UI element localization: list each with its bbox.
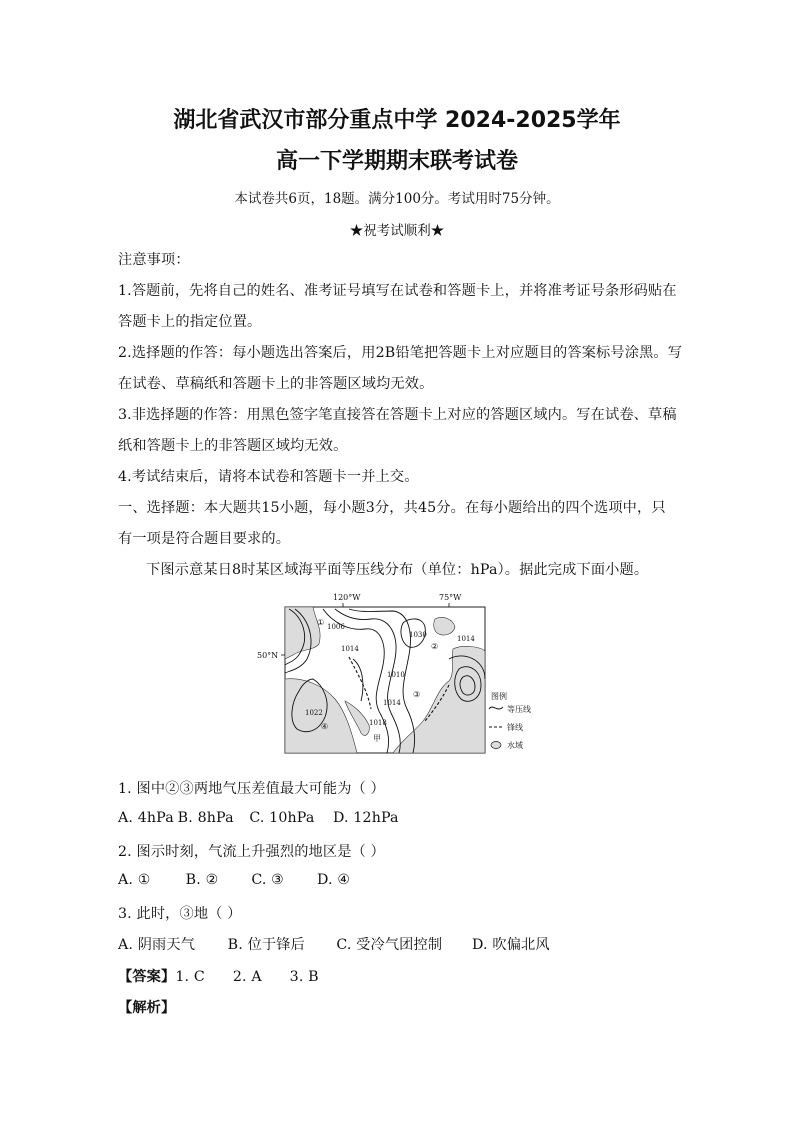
point-1: ① bbox=[317, 618, 325, 627]
note-2b: 在试卷、草稿纸和答题卡上的非答题区域均无效。 bbox=[118, 376, 434, 392]
q1-option-a[interactable]: A. 4hPa bbox=[118, 810, 174, 826]
q2-option-d[interactable]: D. ④ bbox=[317, 872, 351, 888]
q2-option-c[interactable]: C. ③ bbox=[251, 872, 285, 888]
note-3b: 纸和答题卡上的非答题区域均无效。 bbox=[118, 438, 348, 454]
isobar-label-2: 1014 bbox=[341, 645, 359, 653]
answer-line bbox=[118, 966, 319, 986]
exam-info: 本试卷共6页，18题。满分100分。考试用时75分钟。 bbox=[234, 191, 560, 207]
isobar-map bbox=[253, 589, 543, 755]
isobar-label-3: 1030 bbox=[409, 631, 427, 639]
q1-option-d[interactable]: D. 12hPa bbox=[333, 810, 399, 826]
isobar-label-4: 1014 bbox=[457, 635, 475, 643]
map-legend bbox=[489, 691, 531, 750]
question-2-stem: 2. 图示时刻，气流上升强烈的地区是（ ） bbox=[118, 844, 385, 860]
q2-option-a[interactable]: A. ① bbox=[118, 872, 151, 888]
label-lon-75w: 75°W bbox=[439, 593, 462, 602]
q3-option-c[interactable]: C. 受冷气团控制 bbox=[336, 937, 443, 953]
question-3-stem: 3. 此时，③地（ ） bbox=[118, 906, 242, 922]
legend-front: 锋线 bbox=[507, 723, 523, 732]
note-3a: 3.非选择题的作答：用黑色签字笔直接答在答题卡上对应的答题区域内。写在试卷、草稿 bbox=[118, 407, 677, 423]
q2-option-b[interactable]: B. ② bbox=[185, 872, 219, 888]
answer-label: 【答案】 bbox=[118, 969, 176, 985]
q1-option-b[interactable]: B. 8hPa bbox=[177, 810, 234, 826]
q3-option-d[interactable]: D. 吹偏北风 bbox=[472, 937, 550, 953]
note-1b: 答题卡上的指定位置。 bbox=[118, 314, 262, 330]
note-4: 4.考试结束后，请将本试卷和答题卡一并上交。 bbox=[118, 469, 419, 485]
isobar-label-8: 1010 bbox=[387, 671, 405, 679]
q3-option-a[interactable]: A. 阴雨天气 bbox=[118, 937, 196, 953]
section-heading-b: 有一项是符合题目要求的。 bbox=[118, 531, 291, 547]
label-lat-50n: 50°N bbox=[257, 651, 279, 660]
question-3-options bbox=[118, 934, 550, 954]
isobar-label-6: 1018 bbox=[369, 719, 387, 727]
legend-isobar: 等压线 bbox=[507, 705, 531, 714]
point-4: ④ bbox=[321, 722, 329, 731]
notes-heading: 注意事项： bbox=[118, 252, 190, 268]
label-lon-120w: 120°W bbox=[333, 593, 361, 602]
isobar-label-7: 1014 bbox=[383, 699, 401, 707]
point-3: ③ bbox=[413, 690, 421, 699]
question-1-options bbox=[118, 810, 399, 826]
question-1-stem: 1. 图中②③两地气压差值最大可能为（ ） bbox=[118, 781, 385, 797]
figure-intro: 下图示意某日8时某区域海平面等压线分布（单位：hPa）。据此完成下面小题。 bbox=[146, 562, 649, 578]
answer-values: 1. C 2. A 3. B bbox=[175, 969, 319, 985]
analysis-label: 【解析】 bbox=[118, 1000, 176, 1016]
isobar-label-1: 1006 bbox=[327, 623, 345, 631]
q3-option-b[interactable]: B. 位于锋后 bbox=[227, 937, 305, 953]
isobar-label-5: 1022 bbox=[305, 709, 323, 717]
note-1a: 1.答题前，先将自己的姓名、准考证号填写在试卷和答题卡上，并将准考证号条形码贴在 bbox=[118, 283, 677, 299]
q1-option-c[interactable]: C. 10hPa bbox=[249, 810, 315, 826]
point-jia: 甲 bbox=[373, 734, 381, 743]
title-line-1: 湖北省武汉市部分重点中学 2024-2025学年 bbox=[173, 108, 621, 133]
legend-water: 水域 bbox=[507, 741, 523, 750]
title-line-2: 高一下学期期末联考试卷 bbox=[275, 149, 518, 174]
point-2: ② bbox=[431, 642, 439, 651]
question-2-options bbox=[118, 872, 350, 888]
good-luck: ★祝考试顺利★ bbox=[349, 223, 445, 239]
section-heading-a: 一、选择题：本大题共15小题，每小题3分，共45分。在每小题给出的四个选项中，只 bbox=[118, 500, 666, 516]
note-2a: 2.选择题的作答：每小题选出答案后，用2B铅笔把答题卡上对应题目的答案标号涂黑。写 bbox=[118, 345, 683, 361]
legend-title: 图例 bbox=[491, 692, 507, 701]
